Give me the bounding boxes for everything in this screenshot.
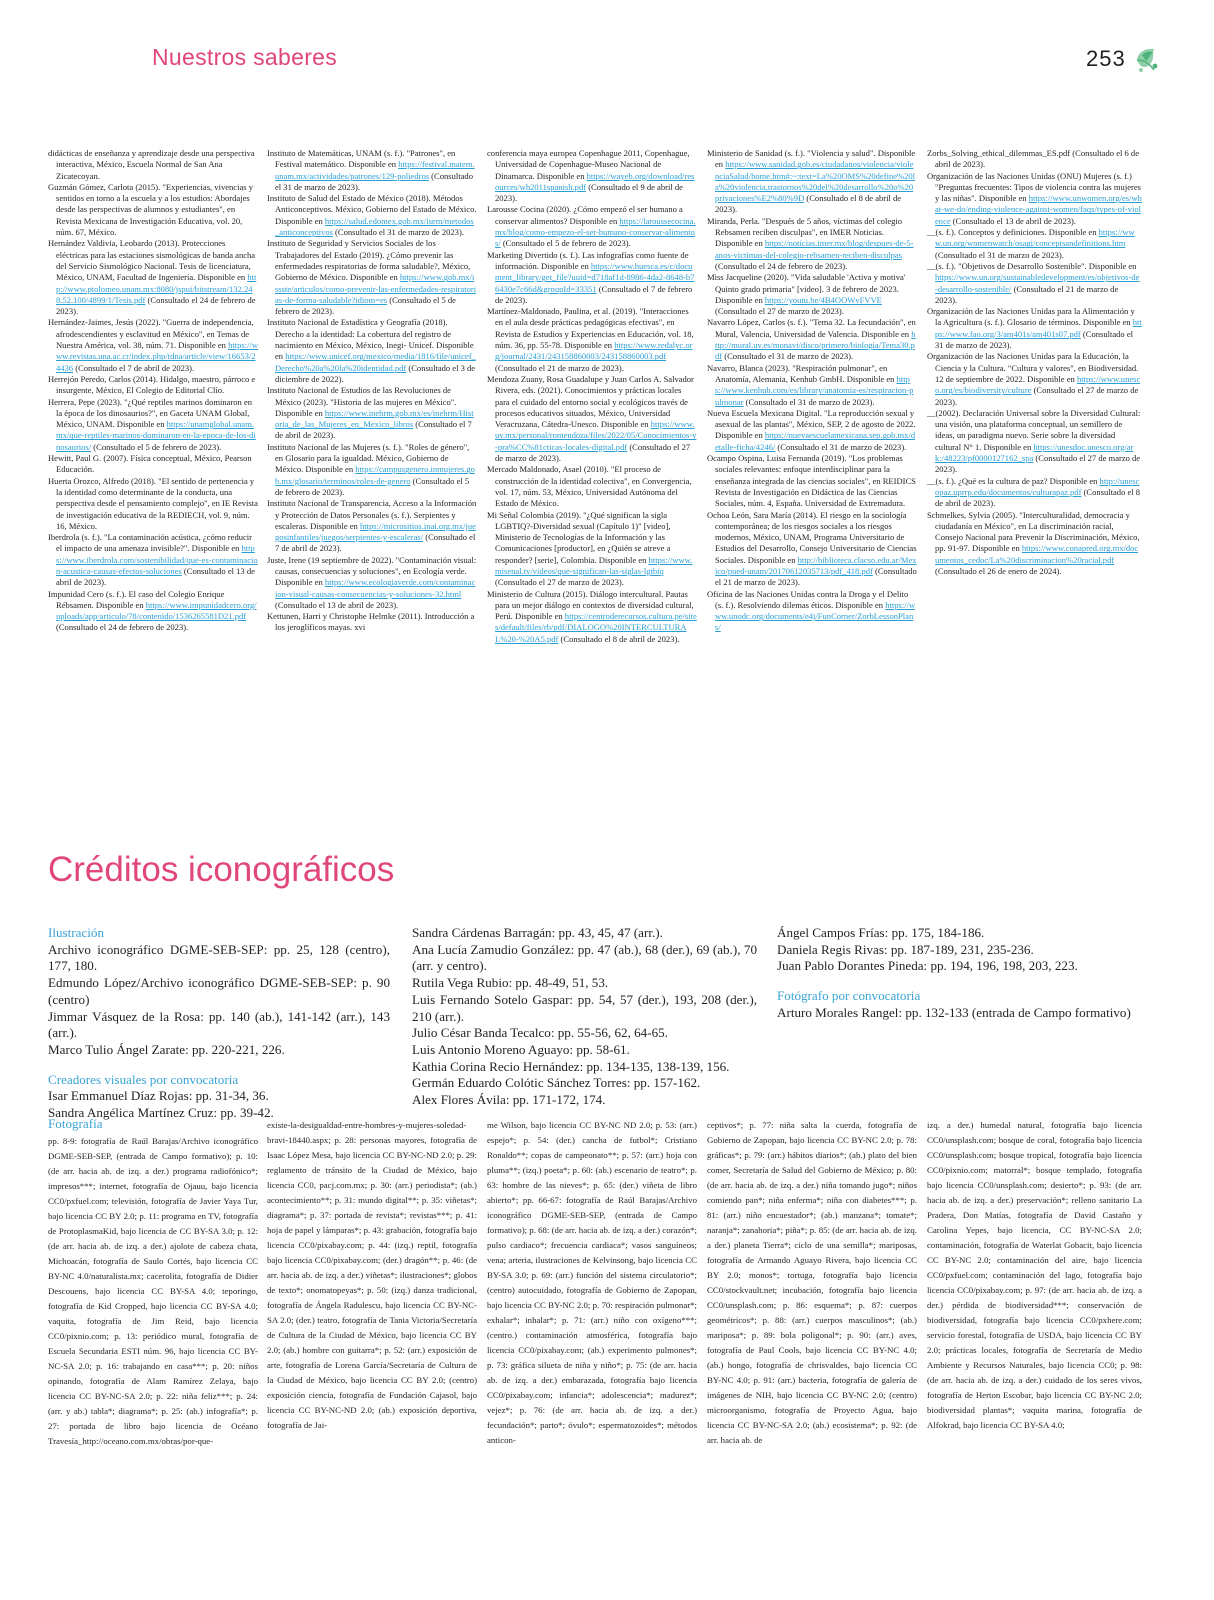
- reference-item: Impunidad Cero (s. f.). El caso del Colegio Enrique Rébsamen. Disponible en https://www.impunidadcero.org/uploads/app/articulo/78/contenido/1536265581D21.pdf (Consultado el 24 de febrero de 2023).: [48, 588, 257, 633]
- references-column-3: [487, 148, 697, 645]
- reference-item: Guzmán Gómez, Carlota (2015). "Experiencias, vivencias y sentidos en torno a la escuela y a los estudios: Abordajes desde las perspectivas de alumnos y estudiantes", en Revista Mexicana de Investigación Educativa, vol. 20, núm. 67, México.: [48, 181, 253, 238]
- reference-link[interactable]: https://salud.edomex.gob.mx/isem/metodos_anticonceptivos: [275, 215, 474, 238]
- reference-link[interactable]: https://festival.matem.unam.mx/actividades/patrones/129-poliedros: [275, 159, 475, 181]
- reference-link[interactable]: https://www.unicef.org/mexico/media/1816/file/unicef_Derecho%20a%20la%20identidad.pdf: [275, 351, 476, 373]
- reference-link[interactable]: https://laroussecocina.mx/blog/como-empezo-el-ser-humano-conservar-alimentos/: [495, 215, 696, 249]
- reference-link[interactable]: https://www.redalyc.org/journal/2431/243158860003/243158860003.pdf: [495, 340, 693, 362]
- credit-entry: Edmundo López/Archivo iconográfico DGME-SEB-SEP: p. 90 (centro): [48, 975, 390, 1007]
- credit-entry: Germán Eduardo Colótic Sánchez Torres: pp. 157-162.: [412, 1075, 701, 1091]
- reference-link[interactable]: https://www.fao.org/3/am401s/am401s07.pdf: [935, 317, 1142, 339]
- section-title: Nuestros saberes: [152, 44, 338, 70]
- reference-link[interactable]: https://nuevaescuelamexicana.sep.gob.mx/detalle-ficha/4246/: [715, 430, 916, 452]
- references-column-2: [267, 148, 477, 634]
- reference-link[interactable]: https://micrositios.inai.org.mx/juegosinfantiles/juegos/serpientes-y-escaleras/: [275, 520, 476, 543]
- reference-item: Nueva Escuela Mexicana Digital. "La reproducción sexual y asexual de las plantas", México, SEP, 2 de agosto de 2022. Disponible en https://nuevaescuelamexicana.sep.gob.mx/detalle-ficha/4246/ (Consultado el 31 de marzo de 2023).: [707, 407, 916, 452]
- reference-item: Hernández Valdivia, Leobardo (2013). Protecciones eléctricas para las estaciones sismológicas de banda ancha del Servicio Sismológico Nacional. Tesis de licenciatura, México, UNAM, Facultad de Ingeniería. Disponible en http://www.ptolomeo.unam.mx:8080/jspui/bitstream/132.248.52.100/4899/1/Tesis.pdf (Consultado el 24 de febrero de 2023).: [48, 238, 257, 317]
- reference-link[interactable]: https://www.conapred.org.mx/documentos_cedoc/La%20discriminacion%20racial.pdf: [935, 543, 1139, 565]
- credit-entry: Archivo iconográfico DGME-SEB-SEP: pp. 25, 128 (centro), 177, 180.: [48, 941, 390, 974]
- credit-entry: Kathia Corina Recio Hernández: pp. 134-135, 138-139, 156.: [412, 1058, 730, 1074]
- reference-item: Herrera, Pepe (2023). "¿Qué reptiles marinos dominaron en la época de los dinosaurios?", en Gaceta UNAM Global, México, UNAM. Disponible en https://unamglobal.unam.mx/que-reptiles-marinos-dominaron-en-la-epoca-de-los-dinosaurios/ (Consultado el 5 de febrero de 2023).: [48, 396, 256, 452]
- reference-item: __(s. f.). Conceptos y definiciones. Disponible en https://www.un.org/womenwatch/osagi/conceptsandefinitions.htm (Consultado el 31 de marzo de 2023).: [927, 227, 1135, 260]
- reference-item: Miss Jacqueline (2020). "Vida saludable 'Activa y motiva' Quinto grado primaria" [video]. 3 de febrero de 2023. Disponible en https://youtu.be/4B4OOWvFVVE (Consultado el 27 de marzo de 2023).: [707, 272, 906, 317]
- credit-entry: Ana Lucía Zamudio González: pp. 47 (ab.), 68 (der.), 69 (ab.), 70 (arr. y centro).: [412, 941, 757, 974]
- reference-item: Juste, Irene (19 septiembre de 2022). "Contaminación visual: causas, consecuencias y soluciones", en Ecología verde. Disponible en https://www.ecologiaverde.com/contaminacion-visual-causas-consecuencias-y-soluciones-32.html (Consultado el 13 de abril de 2023).: [267, 554, 477, 610]
- reference-item: Organización de las Naciones Unidas (ONU) Mujeres (s. f.) "Preguntas frecuentes: Tipos de violencia contra las mujeres y las niñas". Disponible en https://www.unwomen.org/es/what-we-do/ending-violence-against-women/faqs/types-of-violence (Consultado el 13 de abril de 2023).: [927, 170, 1142, 226]
- reference-link[interactable]: https://www.sanidad.gob.es/ciudadanos/violencia/violenciaSalud/home.htm#:~:text=La%20OMS%20define%20la%20violencia,trastornos%20del%20desarrollo%20o%20privaciones%E2%80%9D: [715, 159, 916, 204]
- credits-section-heading: Fotógrafo por convocatoria: [777, 988, 921, 1004]
- reference-item: Mi Señal Colombia (2019). "¿Qué significan la sigla LGBTIQ?-Diversidad sexual (Capítulo 1)" [video], Ministerio de Tecnologías de la Información y las Comunicaciones [productor], en ¿Quién se atreve a responder? [serie], Colombia. Disponible en https://www.misenal.tv/videos/que-significan-las-siglas-lgtbiq (Consultado el 27 de marzo de 2023).: [487, 509, 693, 588]
- photo-credits-column-5: izq. a der.) humedal natural, fotografía bajo licencia CC0/unsplash.com; bosque de coral, fotografía bajo licencia CC0/unsplash.com; bosque tropical, fotografía bajo licencia CC0/pixnio.com; matorral*; bosque templado, fotografía bajo licencia CC0/unsplash.com; desierto*; p. 93: (de arr. hacia ab. de izq. a der.) preservación*; relleno sanitario La Pradera, Don Matías, fotografía de David Castaño y Carolina Yepes, bajo licencia, CC BY-NC-SA 2.0; contaminación, fotografía de Waterlat Gobacit, bajo licencia CC BY-NC 2.0; contaminación del aire, bajo licencia CC0/pxfuel.com; contaminación del lago, fotografía bajo licencia CC0/pixabay.com; p. 97: (de arr. hacia ab. de izq. a der.) pérdida de biodiversidad***; conservación de biodiversidad, fotografía bajo licencia CC0/pxhere.com; servicio forestal, fotografía de USDA, bajo licencia CC BY 2.0; prácticas locales, fotografía de Secretaría de Medio Ambiente y Recursos Naturales, bajo licencia CC0; p. 98: (de arr. hacia ab. de izq. a der.) cuidado de los seres vivos, fotografía de Herton Escobar, bajo licencia CC BY-NC 2.0; biodiversidad plantas*; vaquita marina, fotografía de Alfokrad, bajo licencia CC BY-SA 4.0;: [927, 1120, 1142, 1430]
- reference-link[interactable]: http://mural.uv.es/monavi/disco/primero/biologia/Tema30.pdf: [715, 328, 916, 362]
- credit-entry: Isar Emmanuel Díaz Rojas: pp. 31-34, 36.: [48, 1088, 269, 1104]
- photography-heading: Fotografía: [48, 1116, 103, 1131]
- credits-column-2: [412, 925, 757, 1109]
- reference-link[interactable]: https://www.unesco.org/es/biodiversity/culture: [935, 373, 1141, 396]
- photo-credits-column-4: ceptivos*; p. 77: niña salta la cuerda, fotografía de Gobierno de Zapopan, bajo licencia CC BY-NC 2.0; p. 78: gráficas*; p. 79: (arr.) hábitos diarios*; (ab.) plato del bien comer, Secretaría de Salud del Gobierno de México; p. 80: (de arr. hacia ab. de izq. a der.) niña tomando jugo*; niños comiendo pan*; niña enferma*; niña con diabetes***; p. 81: (arr.) niño encuestador*; (ab.) manzana*; tomate*; naranja*; zanahoria*; piña*; p. 85: (de arr. hacia ab. de izq. a der.) planeta Tierra*; ciclo de una semilla*; mariposas, fotografía de Armando Aguayo Rivera, bajo licencia CC BY 2.0; monos*; tortuga, fotografía bajo licencia CC0/stockvault.net; incubación, fotografía bajo licencia CC0/unsplash.com; p. 86: esquema*; p. 87: cuerpos geométricos*; p. 88: (arr.) cuerpos masculinos*; (ab.) mariposa*; p. 89: bola poligonal*; p. 90: (arr.) aves, fotografía de Paul Cools, bajo licencia CC BY-NC 4.0; (ab.) hongo, fotografía de chrisvaldes, bajo licencia CC BY-NC 4.0; p. 91: (arr.) bacteria, fotografía de galería de imágenes de NIH, bajo licencia CC BY-NC 2.0; (centro) microorganismo, fotografía de Proyecto Agua, bajo licencia CC BY-NC-SA 2.0; (ab.) ecosistema*; p. 92: (de arr. hacia ab. de: [707, 1120, 917, 1445]
- reference-link[interactable]: https://centroderecursos.cultura.pe/sites/default/files/rb/pdf/DIALOGO%20INTERCULTURAL%20-%20A5.pdf: [495, 611, 697, 644]
- reference-item: __(s. f.). ¿Qué es la cultura de paz? Disponible en http://unescopaz.uprrp.edu/documentos/culturapaz.pdf (Consultado el 8 de abril de 2023).: [927, 475, 1141, 509]
- reference-link[interactable]: https://unamglobal.unam.mx/que-reptiles-marinos-dominaron-en-la-epoca-de-los-dinosaurios/: [56, 419, 256, 452]
- reference-link[interactable]: https://www.un.org/womenwatch/osagi/conceptsandefinitions.htm: [935, 227, 1135, 249]
- reference-item: Miranda, Perla. "Después de 5 años, víctimas del colegio Rebsamen reciben disculpas", en IMER Noticias. Disponible en https://noticias.imer.mx/blog/despues-de-5-anos-victimas-del-colegio-rebsamen-reciben-disculpas (Consultado el 24 de febrero de 2023).: [707, 215, 914, 271]
- credit-entry: Sandra Angélica Martínez Cruz: pp. 39-42.: [48, 1105, 274, 1121]
- reference-item: Instituto de Seguridad y Servicios Sociales de los Trabajadores del Estado (2019). ¿Cómo prevenir las enfermedades respiratorias de forma saludable?, México, Gobierno de México. Disponible en https://www.gob.mx/issste/articulos/como-prevenir-las-enfermedades-respiratorias-de-forma-saludable?idiom=es (Consultado el 5 de febrero de 2023).: [267, 238, 477, 317]
- reference-item: Marketing Divertido (s. f.). Las infografías como fuente de información. Disponible en https://www.huesca.es/c/document_library/get_file?uuid=d718af1d-8986-4da2-8648-b76430e7c66d&groupId=33351 (Consultado el 7 de febrero de 2023).: [487, 249, 695, 305]
- reference-item: Herrejón Peredo, Carlos (2014). Hidalgo, maestro, párroco e insurgente, México, El Colegio de Editorial Clío.: [48, 373, 256, 396]
- reference-link[interactable]: https://unesdoc.unesco.org/ark:/48223/pf0000127162_spa: [935, 441, 1134, 464]
- reference-link[interactable]: https://www.uv.mx/personal/romendoza/files/2022/05/Conocimientos-y-pra%CC%81cticas-locales-digital.pdf: [495, 419, 697, 452]
- photo-credits-column-3: me Wilson, bajo licencia CC BY-NC ND 2.0; p. 53: (arr.) espejo*; p. 54: (der.) cancha de futbol*; Cristiano Ronaldo**; copas de campeonato**; p. 57: (arr.) hoja con pluma**; (izq.) poeta*; p. 60: (ab.) escenario de teatro*; p. 63: hombre de las nieves*; p. 65: (der.) viñeta de libro abierto*; pp. 66-67: fotografía de Raúl Barajas/Archivo iconográfico DGME-SEB-SEP, (entrada de Campo formativo); p. 68: (de arr. hacia ab. de izq. a der.) corazón*; pulso cardiaco*; frecuencia cardiaca*; vasos sanguíneos; vena; arteria, ilustraciones de Kelvinsong, bajo licencia CC BY-SA 3.0; p. 69: (arr.) función del sistema circulatorio*; (centro) autocuidado, fotografía de Gobierno de Zapopan, bajo licencia CC BY-NC 2.0; p. 70: respiración pulmonar*; exhalar*; inhalar*; p. 71: (arr.) niño con oxígeno***; (centro.) contaminación atmosférica, fotografía bajo licencia CC0/pixabay.com; (ab.) experimento pulmones*; p. 73: gráfica silueta de niña y niño*; p. 75: (de arr. hacia ab. de izq. a der.) embarazada, fotografía bajo licencia CC0/pixabay.com; infancia*; adolescencia*; madurez*; vejez*; p. 76: (de arr. hacia ab. de izq. a der.) fecundación*; parto*; óvulo*; espermatozoides*; métodos anticon-: [487, 1120, 697, 1445]
- reference-link[interactable]: http://unescopaz.uprrp.edu/documentos/culturapaz.pdf: [935, 475, 1140, 497]
- reference-item: Mendoza Zuany, Rosa Guadalupe y Juan Carlos A. Salvador Rivera, eds. (2021). Conocimientos y prácticas locales para el cuidado del entorno social y ecológicos través de procesos educativos situados, México, Universidad Veracruzana, Cátedra-Unesco. Disponible en https://www.uv.mx/personal/romendoza/files/2022/05/Conocimientos-y-pra%CC%81cticas-locales-digital.pdf (Consultado el 27 de marzo de 2023).: [487, 373, 697, 464]
- photo-credits-column-1: pp. 8-9: fotografía de Raúl Barajas/Archivo iconográfico DGME-SEB-SEP, (entrada de Campo formativo); p. 10: (de arr. hacia ab. de izq. a der.) programa radiofónico*; impresos***; internet, fotografía de Ojauu, bajo licencia CC0/pxfuel.com; televisión, fotografía de Javier Yaya Tur, bajo licencia CC BY 2.0; p. 11: programa en TV, fotografía de ProtoplasmaKid, bajo licencia de CC BY-SA 3.0; p. 12: (de arr. hacia ab. de izq. a der.) ajolote de cabeza chata, Michoacán, fotografía de Saulo Cortés, bajo licencia CC BY-NC 4.0/naturalista.mx; cacerolita, fotografía de Didier Descouens, bajo licencia CC BY-SA 4.0; teporingo, fotografía de Kid Cropped, bajo licencia CC BY-SA 4.0; vaquita, fotografía de Jim Reid, bajo licencia CC0/pixnio.com; p. 13: periódico mural, fotografía de Escuela Secundaria ESTI núm. 96, bajo licencia CC BY-NC-SA 2.0; p. 16: trabajando en casa***; p. 20: niños opinando, fotografía de Alam Ramírez Zelaya, bajo licencia CC BY-NC-SA 2.0; p. 22: niña feliz***; p. 24: (arr. y ab.) tabla*; diagrama*; p. 25: (ab.) infografía*; p. 27: portada de libro bajo licencia de Océano Travesía_http://oceano.com.mx/obras/por-que-: [48, 1136, 258, 1446]
- credit-entry: Jimmar Vásquez de la Rosa: pp. 140 (ab.), 141-142 (arr.), 143 (arr.).: [48, 1008, 390, 1041]
- reference-link[interactable]: https://youtu.be/4B4OOWvFVVE: [764, 294, 882, 305]
- reference-item: didácticas de enseñanza y aprendizaje desde una perspectiva interactiva, México, Escuela Normal de San Ana Zicatecoyan.: [48, 148, 255, 181]
- credits-section-heading: Ilustración: [48, 925, 104, 940]
- reference-item: __(s. f.). "Objetivos de Desarrollo Sostenible". Disponible en https://www.un.org/sustainabledevelopment/es/objetivos-de-desarrollo-sostenible/ (Consultado el 21 de marzo de 2023).: [927, 260, 1140, 305]
- reference-link[interactable]: https://www.iberdrola.com/sostenibilidad/que-es-contaminacion-acustica-causas-efectos-soluciones: [56, 543, 258, 576]
- credit-entry: Rutila Vega Rubio: pp. 48-49, 51, 53.: [412, 975, 609, 991]
- reference-item: Instituto Nacional de Estudios de las Revoluciones de México (2023). "Historia de las mujeres en México". Disponible en https://www.inehrm.gob.mx/es/inehrm/Historia_de_las_Mujeres_en_Mexico_libros (Consultado el 7 de abril de 2023).: [267, 385, 474, 441]
- reference-item: __(2002). Declaración Universal sobre la Diversidad Cultural: una visión, una plataforma conceptual, un semillero de ideas, un paradigma nuevo. Serie sobre la diversidad cultural N° 1. Disponible en https://unesdoc.unesco.org/ark:/48223/pf0000127162_spa (Consultado el 27 de marzo de 2023).: [927, 407, 1141, 475]
- references-section: [0, 148, 1214, 808]
- reference-link[interactable]: https://www.un.org/sustainabledevelopment/es/objetivos-de-desarrollo-sostenible/: [935, 272, 1140, 294]
- reference-item: Mercado Maldonado, Asael (2010). "El proceso de construcción de la identidad colectiva", en Convergencia, vol. 17, núm. 53, México, Universidad Autónoma del Estado de México.: [487, 464, 692, 509]
- references-column-5: [927, 148, 1142, 577]
- reference-link[interactable]: https://www.misenal.tv/videos/que-significan-las-siglas-lgtbiq: [495, 554, 693, 576]
- reference-item: Ochoa León, Sara María (2014). El riesgo en la sociología contemporánea; de los riesgos sociales a los riesgos modernos, México, UNAM, Programa Universitario de Estudios del Desarrollo, Consejo Universitario de Ciencias Sociales. Disponible en http://biblioteca.clacso.edu.ar/Mexico/pued-unam/20170612035713/pdf_418.pdf (Consultado el 21 de marzo de 2023).: [707, 509, 917, 588]
- reference-item: Instituto Nacional de Transparencia, Acceso a la Información y Protección de Datos Personales (s. f.). Serpientes y escaleras. Disponible en https://micrositios.inai.org.mx/juegosinfantiles/juegos/serpientes-y-escaleras/ (Consultado el 7 de abril de 2023).: [267, 498, 477, 554]
- credit-entry: Alex Flores Ávila: pp. 171-172, 174.: [412, 1092, 606, 1108]
- reference-link[interactable]: https://www.unwomen.org/es/what-we-do/ending-violence-against-women/faqs/types-of-violence: [935, 193, 1142, 226]
- reference-link[interactable]: https://www.huesca.es/c/document_library/get_file?uuid=d718af1d-8986-4da2-8648-b76430e7c66d&groupId=33351: [495, 260, 695, 294]
- reference-item: Navarro, Blanca (2023). "Respiración pulmonar", en Anatomía, Alemania, Kenhub GmbH. Disponible en https://www.kenhub.com/es/library/anatomia-es/respiracion-pulmonar (Consultado el 31 de marzo de 2023).: [707, 362, 914, 407]
- reference-item: Hernández-Jaimes, Jesús (2022). "Guerra de independencia, afrodescendientes y esclavitud en México", en Temas de Nuestra América, vol. 38, núm. 71. Disponible en https://www.revistas.una.ac.cr/index.php/tdna/article/view/16653/24436 (Consultado el 7 de abril de 2023).: [48, 317, 259, 373]
- reference-item: Hewitt, Paul G. (2007). Física conceptual, México, Pearson Educación.: [48, 453, 252, 475]
- reference-link[interactable]: https://www.inehrm.gob.mx/es/inehrm/Historia_de_las_Mujeres_en_Mexico_libros: [275, 407, 474, 430]
- reference-item: Ministerio de Sanidad (s. f.). "Violencia y salud". Disponible en https://www.sanidad.gob.es/ciudadanos/violencia/violenciaSalud/home.htm#:~:text=La%20OMS%20define%20la%20violencia,trastornos%20del%20desarrollo%20o%20privaciones%E2%80%9D (Consultado el 8 de abril de 2023).: [707, 148, 916, 215]
- reference-item: Oficina de las Naciones Unidas contra la Droga y el Delito (s. f.). Resolviendo dilemas éticos. Disponible en https://www.unodc.org/documents/e4j/FunCorner/ZorbLessonPlans/: [707, 588, 916, 633]
- reference-item: Instituto Nacional de Estadística y Geografía (2018). Derecho a la identidad: La cobertura del registro de nacimiento en México, México, Inegi- Unicef. Disponible en https://www.unicef.org/mexico/media/1816/file/unicef_Derecho%20a%20la%20identidad.pdf (Consultado el 3 de diciembre de 2022).: [267, 317, 476, 384]
- reference-link[interactable]: https://www.kenhub.com/es/library/anatomia-es/respiracion-pulmonar: [715, 373, 914, 407]
- reference-link[interactable]: https://www.gob.mx/issste/articulos/como-prevenir-las-enfermedades-respiratorias-de-forma-saludable?idiom=es: [275, 272, 477, 305]
- reference-item: Zorbs_Solving_ethical_dilemmas_ES.pdf (Consultado el 6 de abril de 2023).: [927, 148, 1139, 170]
- leaf-icon: [1134, 46, 1160, 74]
- reference-link[interactable]: https://www.unodc.org/documents/e4j/FunCorner/ZorbLessonPlans/: [715, 599, 916, 633]
- references-column-1: [48, 148, 258, 634]
- reference-item: conferencia maya europea Copenhague 2011, Copenhague, Universidad de Copenhague-Museo Nacional de Dinamarca. Disponible en https://wayeb.org/download/resources/wh2011spanish.pdf (Consultado el 9 de abril de 2023).: [487, 148, 695, 204]
- credits-section-heading: Creadores visuales por convocatoria: [48, 1071, 239, 1087]
- reference-link[interactable]: https://campusgenero.inmujeres.gob.mx/glosario/terminos/roles-de-genero: [275, 464, 475, 486]
- credit-entry: Marco Tulio Ángel Zarate: pp. 220-221, 226.: [48, 1041, 285, 1057]
- reference-link[interactable]: https://wayeb.org/download/resources/wh2011spanish.pdf: [495, 170, 695, 192]
- photo-credits-column-2: existe-la-desigualdad-entre-hombres-y-mujeres-soledad-bravi-18440.aspx; p. 28: personas mayores, fotografía de Isaac López Mesa, bajo licencia CC BY-NC-ND 2.0; p. 29: reglamento de tránsito de la Ciudad de México, bajo licencia CC0, pacj.com.mx; p. 30: (arr.) periodista*; (ab.) acontecimiento**; p. 31: mundo digital**; p. 35: viñetas*; diagrama*; p. 37: portada de revista*; revistas***; p. 41: hoja de papel y lámparas*; p. 43: grabación, fotografía bajo licencia CC0/pixabay.com; p. 44: (izq.) reptil, fotografía bajo licencia CC0/pixabay.com; (der.) dragón**; p. 46: (de arr. hacia ab. de izq. a der.) viñetas*; ilustraciones*; globos de texto*; onomatopeyas*; p. 50: (izq.) danza tradicional, fotografía de Ángela Radulescu, bajo licencia CC BY-NC-SA 2.0; (der.) teatro, fotografía de Tania Victoria/Secretaría de Cultura de la Ciudad de México, bajo licencia CC BY 2.0; (ab.) hombre con guitarra*; p. 52: (arr.) exposición de arte, fotografía de Lorena García/Secretaría de Cultura de la Ciudad de México, bajo licencia CC BY 2.0; (centro) exposición ciencia, fotografía de Fundación Cajasol, bajo licencia CC BY-NC-ND 2.0; (ab.) exposición deportiva, fotografía de Jai-: [267, 1120, 477, 1430]
- reference-link[interactable]: https://www.ecologiaverde.com/contaminacion-visual-causas-consecuencias-y-soluciones-32.html: [275, 577, 476, 599]
- page-number: 253: [1086, 46, 1126, 71]
- reference-item: Martínez-Maldonado, Paulina, et al. (2019). "Interacciones en el aula desde prácticas pedagógicas efectivas", en Revista de Estudios y Experiencias en Educación, vol. 18, núm. 36, pp. 55-78. Disponible en https://www.redalyc.org/journal/2431/243158860003/243158860003.pdf (Consultado el 21 de marzo de 2023).: [487, 306, 694, 373]
- credit-entry: Sandra Cárdenas Barragán: pp. 43, 45, 47 (arr.).: [412, 925, 663, 940]
- reference-item: Organización de las Naciones Unidas para la Alimentación y la Agricultura (s. f.). Glosario de términos. Disponible en https://www.fao.org/3/am401s/am401s07.pdf (Consultado el 31 de marzo de 2023).: [927, 306, 1142, 351]
- references-column-4: [707, 148, 917, 634]
- reference-link[interactable]: https://www.revistas.una.ac.cr/index.php/tdna/article/view/16653/24436: [56, 340, 259, 373]
- credit-entry: Ángel Campos Frías: pp. 175, 184-186.: [777, 925, 985, 940]
- reference-item: Iberdrola (s. f.). "La contaminación acústica, ¿cómo reducir el impacto de una amenaza invisible?". Disponible en https://www.iberdrola.com/sostenibilidad/que-es-contaminacion-acustica-causas-efectos-soluciones (Consultado el 13 de abril de 2023).: [48, 532, 258, 588]
- reference-item: Instituto de Matemáticas, UNAM (s. f.). "Patrones", en Festival matemático. Disponible en https://festival.matem.unam.mx/actividades/patrones/129-poliedros (Consultado el 31 de marzo de 2023).: [267, 148, 475, 192]
- credits-column-3: [777, 925, 1137, 1022]
- credits-column-1: [48, 925, 390, 1122]
- reference-link[interactable]: https://www.impunidadcero.org/uploads/app/articulo/78/contenido/1536265581D21.pdf: [56, 599, 257, 622]
- credits-title: Créditos iconográficos: [48, 850, 395, 889]
- credit-entry: Luis Fernando Sotelo Gaspar: pp. 54, 57 (der.), 193, 208 (der.), 210 (arr.).: [412, 991, 757, 1024]
- credit-entry: Arturo Morales Rangel: pp. 132-133 (entrada de Campo formativo): [777, 1004, 1131, 1020]
- reference-item: Instituto Nacional de las Mujeres (s. f.). "Roles de género", en Glosario para la igualdad. México, Gobierno de México. Disponible en https://campusgenero.inmujeres.gob.mx/glosario/terminos/roles-de-genero (Consultado el 5 de febrero de 2023).: [267, 441, 475, 497]
- reference-item: Organización de las Naciones Unidas para la Educación, la Ciencia y la Cultura. "Cultura y valores", en Biodiversidad. 12 de septiembre de 2022. Disponible en https://www.unesco.org/es/biodiversity/culture (Consultado el 27 de marzo de 2023).: [927, 351, 1141, 407]
- reference-item: Schmelkes, Sylvia (2005). "Interculturalidad, democracia y ciudadanía en México", en La discriminación racial, Consejo Nacional para Prevenir la Discriminación, México, pp. 91-97. Disponible en https://www.conapred.org.mx/documentos_cedoc/La%20discriminacion%20racial.pdf (Consultado el 26 de enero de 2024).: [927, 509, 1140, 576]
- credit-entry: Juan Pablo Dorantes Pineda: pp. 194, 196, 198, 203, 223.: [777, 958, 1078, 974]
- reference-link[interactable]: http://www.ptolomeo.unam.mx:8080/jspui/bitstream/132.248.52.100/4899/1/Tesis.pdf: [56, 272, 257, 305]
- reference-link[interactable]: http://biblioteca.clacso.edu.ar/Mexico/pued-unam/20170612035713/pdf_418.pdf: [715, 554, 917, 576]
- credit-entry: Luis Antonio Moreno Aguayo: pp. 58-61.: [412, 1041, 630, 1057]
- reference-item: Larousse Cocina (2020). ¿Cómo empezó el ser humano a conservar alimentos? Disponible en https://laroussecocina.mx/blog/como-empezo-el-ser-humano-conservar-alimentos/ (Consultado el 5 de febrero de 2023).: [487, 204, 696, 249]
- reference-item: Huerta Orozco, Alfredo (2018). "El sentido de pertenencia y la identidad como determinante de la conducta, una perspectiva desde el pensamiento complejo", en IE Revista de investigación educativa de la REDIECH, vol. 9, núm. 16, México.: [48, 475, 258, 531]
- reference-item: Ocampo Ospina, Luisa Fernanda (2019). "Los problemas sociales relevantes: enfoque interdisciplinar para la enseñanza integrada de las ciencias sociales", en REIDICS Revista de Investigación en Didáctica de las Ciencias Sociales, núm. 4, España. Universidad de Extremadura.: [707, 453, 916, 509]
- reference-link[interactable]: https://noticias.imer.mx/blog/despues-de-5-anos-victimas-del-colegio-rebsamen-reciben-disculpas: [715, 238, 914, 260]
- reference-item: Instituto de Salud del Estado de México (2018). Métodos Anticonceptivos. México, Gobierno del Estado de México. Disponible en https://salud.edomex.gob.mx/isem/metodos_anticonceptivos (Consultado el 31 de marzo de 2023).: [267, 193, 477, 238]
- reference-item: Navarro López, Carlos (s. f.). "Tema 32. La fecundación", en Mural, Valencia, Universidad de Valencia. Disponible en http://mural.uv.es/monavi/disco/primero/biologia/Tema30.pdf (Consultado el 31 de marzo de 2023).: [707, 317, 916, 362]
- credit-entry: Julio César Banda Tecalco: pp. 55-56, 62, 64-65.: [412, 1025, 668, 1041]
- reference-item: Kettunen, Harri y Christophe Helmke (2011). Introducción a los jeroglíficos mayas. xvi: [267, 611, 475, 633]
- reference-item: Ministerio de Cultura (2015). Diálogo intercultural. Pautas para un mejor diálogo en contextos de diversidad cultural, Perú. Disponible en https://centroderecursos.cultura.pe/sites/default/files/rb/pdf/DIALOGO%20INTERCULTURAL%20-%20A5.pdf (Consultado el 8 de abril de 2023).: [487, 588, 697, 644]
- credit-entry: Daniela Regis Rivas: pp. 187-189, 231, 235-236.: [777, 941, 1034, 957]
